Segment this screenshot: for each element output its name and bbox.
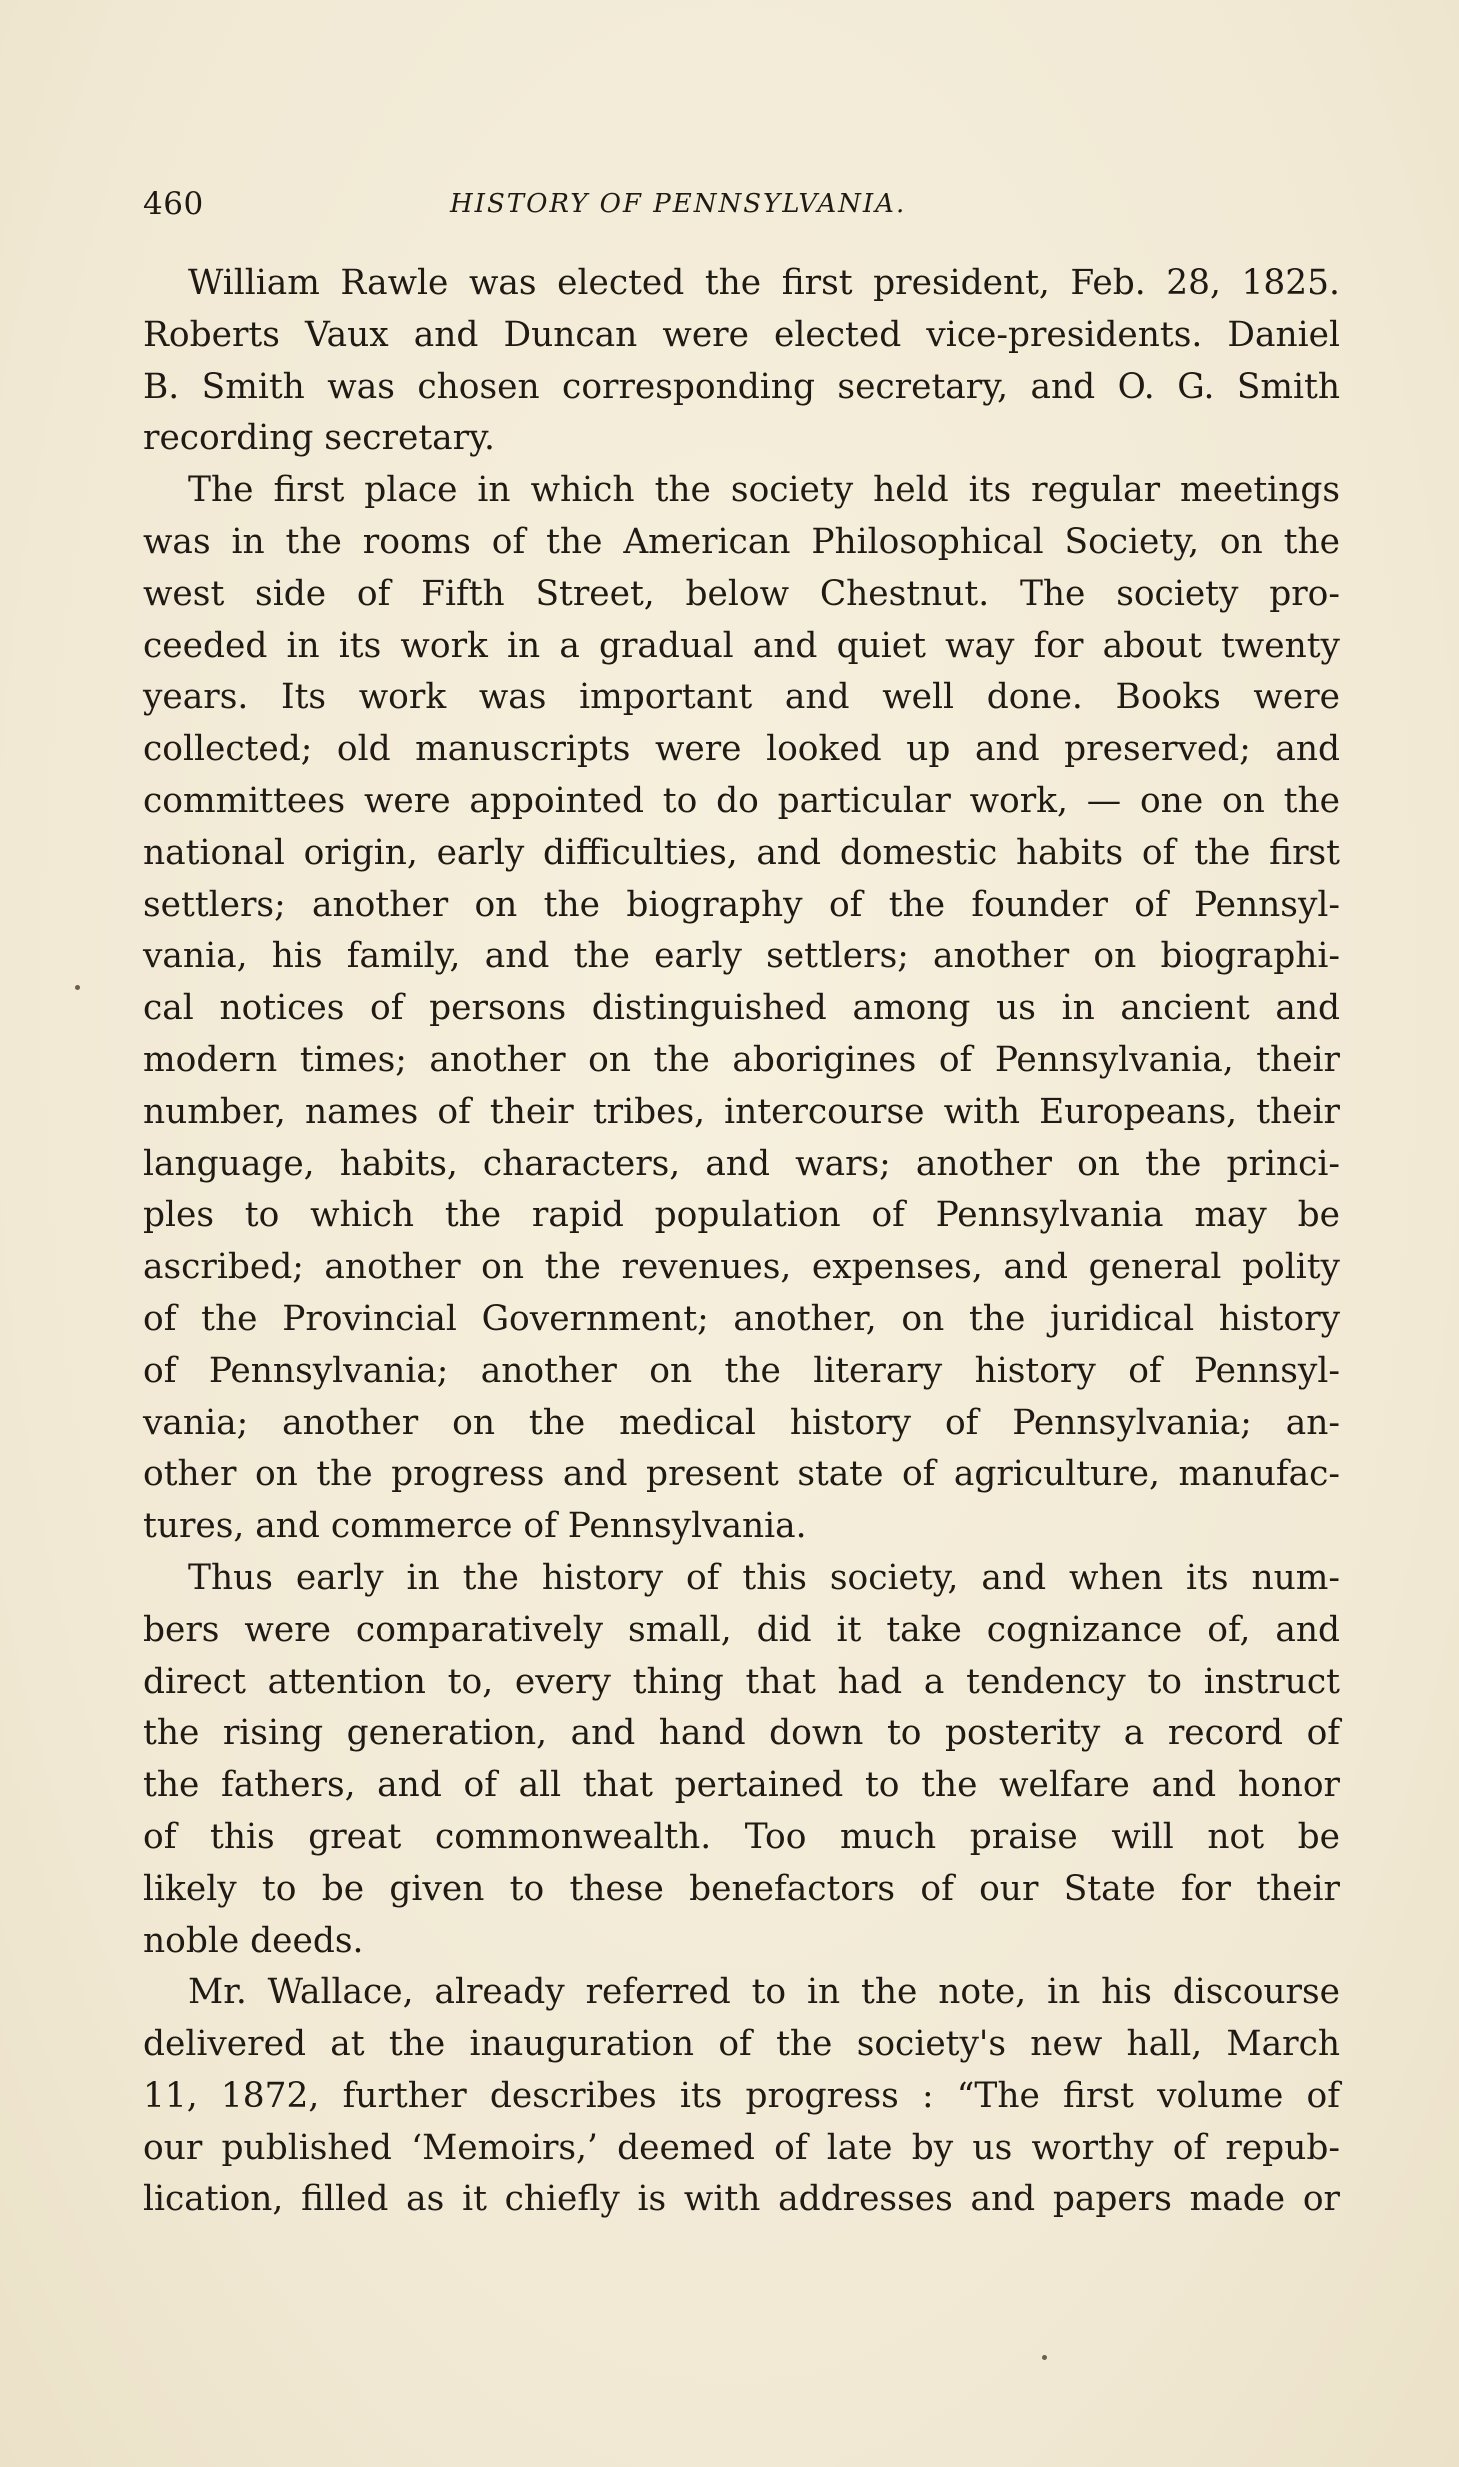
text-line: ples to which the rapid population of Pennsylvania may be — [143, 1195, 1340, 1236]
text-line: committees were appointed to do particular work, — one on the — [143, 780, 1340, 821]
text-line: cal notices of persons distinguished among us in ancient and — [143, 988, 1340, 1029]
running-title: HISTORY OF PENNSYLVANIA. — [450, 189, 907, 219]
text-line: of the Provincial Government; another, on the juridical history — [143, 1298, 1340, 1339]
body-text — [143, 258, 1340, 2226]
text-line: lication, filled as it chiefly is with addresses and papers made or — [143, 2179, 1340, 2220]
text-line: west side of Fifth Street, below Chestnut. The society pro- — [143, 573, 1340, 614]
text-line: years. Its work was important and well done. Books were — [143, 677, 1340, 718]
text-line: direct attention to, every thing that had a tendency to instruct — [143, 1661, 1340, 1702]
text-line: number, names of their tribes, intercourse with Europeans, their — [143, 1091, 1340, 1132]
text-line: collected; old manuscripts were looked up and preserved; and — [143, 729, 1340, 770]
paper-speck — [75, 985, 80, 990]
text-line: language, habits, characters, and wars; another on the princi- — [143, 1143, 1340, 1184]
text-line: ceeded in its work in a gradual and quiet way for about twenty — [143, 625, 1340, 666]
text-line: the fathers, and of all that pertained to the welfare and honor — [143, 1765, 1340, 1806]
text-line: recording secretary. — [143, 418, 495, 459]
text-line: vania; another on the medical history of Pennsylvania; an- — [143, 1402, 1340, 1443]
text-line: tures, and commerce of Pennsylvania. — [143, 1506, 807, 1547]
text-line: vania, his family, and the early settlers; another on biographi- — [143, 936, 1340, 977]
text-line: our published ‘Memoirs,’ deemed of late by us worthy of repub- — [143, 2127, 1340, 2168]
text-line: The first place in which the society held its regular meetings — [188, 470, 1340, 511]
text-line: B. Smith was chosen corresponding secretary, and O. G. Smith — [143, 366, 1340, 407]
text-line: Thus early in the history of this society, and when its num- — [188, 1557, 1340, 1598]
page-number: 460 — [143, 186, 204, 222]
paper-speck — [1042, 2355, 1047, 2360]
text-line: other on the progress and present state of agriculture, manufac- — [143, 1454, 1340, 1495]
text-line: national origin, early difficulties, and domestic habits of the first — [143, 832, 1340, 873]
text-line: Mr. Wallace, already referred to in the note, in his discourse — [188, 1972, 1340, 2013]
text-line: likely to be given to these benefactors of our State for their — [143, 1868, 1340, 1909]
text-line: ascribed; another on the revenues, expenses, and general polity — [143, 1247, 1340, 1288]
text-line: William Rawle was elected the first president, Feb. 28, 1825. — [188, 263, 1340, 303]
text-line: was in the rooms of the American Philosophical Society, on the — [143, 521, 1340, 562]
text-line: modern times; another on the aborigines of Pennsylvania, their — [143, 1039, 1340, 1080]
text-line: delivered at the inauguration of the society's new hall, March — [143, 2024, 1340, 2065]
text-line: settlers; another on the biography of the founder of Pennsyl- — [143, 884, 1340, 925]
text-line: bers were comparatively small, did it take cognizance of, and — [143, 1609, 1340, 1650]
text-line: of Pennsylvania; another on the literary history of Pennsyl- — [143, 1350, 1340, 1391]
text-line: of this great commonwealth. Too much praise will not be — [143, 1816, 1340, 1857]
text-line: 11, 1872, further describes its progress : “The first volume of — [143, 2075, 1340, 2116]
text-line: the rising generation, and hand down to posterity a record of — [143, 1713, 1340, 1754]
text-line: noble deeds. — [143, 1920, 364, 1961]
page-header — [143, 186, 1340, 230]
text-line: Roberts Vaux and Duncan were elected vice-presidents. Daniel — [143, 314, 1340, 355]
